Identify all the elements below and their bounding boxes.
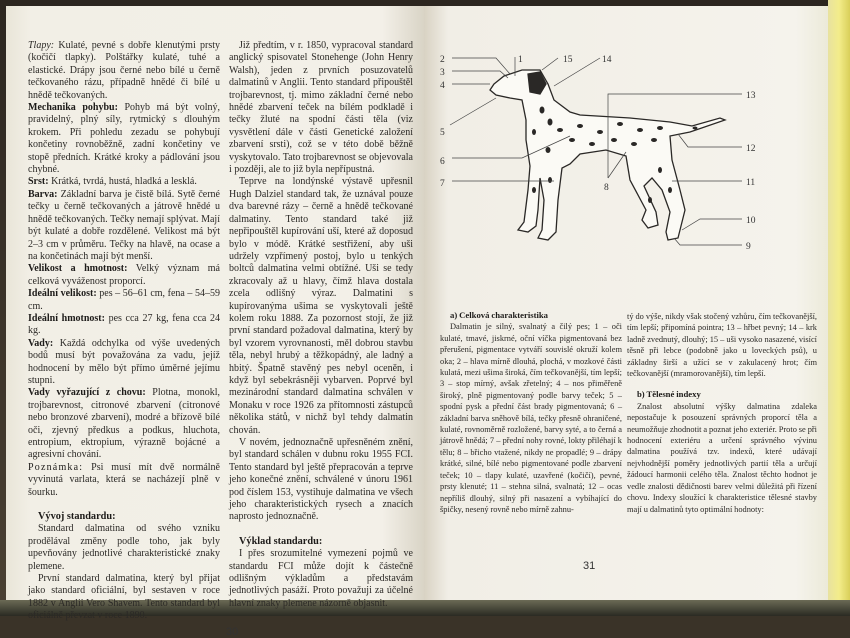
diagram-label-11: 11 — [746, 178, 756, 188]
paragraph: Dalmatin je silný, svalnatý a čilý pes; 1 – oči kulaté, tmavé, jiskrné, oční víčka pigmentovaná bez přerušení, pigmentace vytváří souvislé okruží kolem oka; 2 – hlava mírně dlouhá, plochá, v mozkové části kulatá, mezi ušima široká, čím tečkovanější, tím lepší; 3 – stop mírný, avšak zřetelný; 4 – nos přiměřeně široký, plně pigmentovaný podle barvy teček; 5 – spodní pysk a přední část brady pigmentovaná; 6 – základní barva sněhově bílá, tečky přesně ohraničené, kulaté, rovnoměrně rozložené, barvy syté, a to černá a játrově hnědá; 7 – přední nohy rovné, lokty přiléhají k tělu; 8 – břicho vtažené, nikdy ne propadlé; 9 – drápy krátké, silné, bílé nebo pigmentované podle zbarvení teček; 10 – tlapy kulaté, uzavřené (kočičí), pevné, prsty klenuté; 11 – stehna silná, svalnatá; 12 – ocas nepříliš dlouhý, silný při nasazení a vybíhající do špičky, nesený rovně nebo mírně zahnu- — [440, 322, 622, 514]
item-text: Pohyb má být volný, pravidelný, plný síly, rytmický s dlouhým krokem. Při pohledu zezadu se pohybují končetiny rovnoběžně, zadní končetiny ve stopě předních. Krátké kroky a pádlování jsou chybné. — [28, 102, 220, 176]
section-heading-vyklad: Výklad standardu: — [239, 535, 323, 547]
standard-item — [28, 102, 220, 176]
item-label: Velikost a hmotnost: — [28, 263, 128, 275]
item-label: Mechanika pohybu: — [28, 102, 118, 114]
diagram-label-12: 12 — [746, 144, 756, 154]
item-text: pes – 56–61 cm, fena – 54–59 cm. — [28, 288, 220, 312]
standard-item — [28, 387, 220, 461]
paragraph: tý do výše, nikdy však stočený vzhůru, čím tečkovanější, tím lepší; připomíná pointra; 13 – hřbet pevný; 14 – krk ladně zvednutý, dlouhý; 15 – uši vysoko nasazené, visící těsně při lebce (podobně jako u loveckých psů), u základny širší a užící se v zakulacený hrot; čím tečkovanější (mramorovanější), tím lepší. — [627, 312, 817, 379]
paragraph: První standard dalmatina, který byl přijat jako standard oficiální, byl sestaven v roce 1882 v Anglii Vero Shavem. Tento standard byl oficiálně převzat v roce 1890. — [28, 573, 220, 622]
section-heading-celkova: a) Celková charakteristika — [450, 310, 548, 320]
item-text: Psi musí mít dvě normálně vyvinutá varlata, která se nacházejí plně v šourku. — [28, 461, 220, 498]
item-text: Každá odchylka od výše uvedených bodů musí být považována za vadu, jejíž hodnocení by mělo být přímo úměrné jejímu stupni. — [28, 337, 220, 386]
standard-item — [28, 462, 220, 499]
page-number: 30 — [226, 626, 239, 638]
page-number: 31 — [583, 560, 596, 572]
diagram-label-3: 3 — [440, 68, 445, 78]
diagram-label-13: 13 — [746, 91, 756, 101]
diagram-label-1: 1 — [518, 55, 523, 65]
section-heading-vyvoj: Vývoj standardu: — [38, 511, 116, 523]
item-label: Vady: — [28, 337, 54, 349]
item-label: Srst: — [28, 176, 49, 188]
paragraph: Teprve na londýnské výstavě upřesnil Hugh Dalziel standard tak, že uznával pouze dva barevné rázy – černě a hnědě tečkované dalmatiny. Tento standard také již nepřipouštěl kupírování uší, které až doposud bylo v módě. Krátké sestřižení, aby uši udržely vzpřímený postoj, bylo u tenkých boltců dalmatina velmi obtížné. Uši se tedy zkracovaly až u hlavy, čímž hlava dostala zcela odlišný výraz. Dalmatini s kupírovanýma ušima se vyskytovali ještě kolem roku 1888. Za pozornost stojí, že již první standard požadoval dalmatina, který by byl vzorem vyrovnanosti, měl dobrou stavbu těla, nebyl hrubý a těžkopádný, ale ladný a hbitý. Špatně stavěný pes nebyl oceněn, i když byl sebekrásněji vybarven. Poprvé byl mezinárodní standard dalmatina schválen v Monaku v roce 1926 za přítomnosti zástupců několika států, v nichž byl tehdy dalmatin chován. — [229, 176, 413, 436]
left-column-2 — [229, 40, 413, 610]
standard-item — [28, 176, 220, 188]
standard-item — [28, 263, 220, 288]
item-text: Krátká, tvrdá, hustá, hladká a lesklá. — [48, 176, 197, 188]
item-label: Tlapy: — [28, 40, 55, 51]
item-text: Základní barva je čistě bílá. Sytě černé tečky u černě tečkovaných a játrově hnědé u hnědě tečkovaných. Tečky nemají splývat. Mají být kulaté a dobře rozdělené. Velikost má být 2–3 cm v průměru. Tečky na hlavě, na ocase a na končetinách mají být menší. — [28, 188, 220, 262]
dog-illustration — [490, 70, 725, 240]
item-text: Velký význam má celková vyváženost proporcí. — [28, 263, 220, 287]
item-label: Poznámka: — [28, 461, 84, 473]
item-text: Plotna, monokl, trojbarevnost, citronové zbarvení (citronové nebo bronzové zbarvení), modré a břízově bílé oči, zjevný předkus a podkus, hluchota, entropium, ektropium, výrazně bojácné a agresivní chování. — [28, 387, 220, 461]
item-label: Vady vyřazující z chovu: — [28, 387, 146, 399]
diagram-label-14: 14 — [602, 55, 612, 65]
diagram-label-6: 6 — [440, 157, 445, 167]
diagram-label-7: 7 — [440, 179, 445, 189]
paragraph: I přes srozumitelné vymezení pojmů ve standardu FCI může dojít k částečně odlišným výkladům a představám jednotlivých pasáží. Proto považuji za účelné hlavní znaky plemene názorně objasnit. — [229, 548, 413, 609]
paragraph: Již předtím, v r. 1850, vypracoval standard anglický spisovatel Stonehenge (John Henry Walsh), jeden z prvních posuzovatelů dalmatinů v Anglii. Tento standard připouštěl trojbarevnost, tj. mimo základní černé nebo hnědé zbarvení teček na bílém podkladě i tečky žluté na spodní části těla (viz vysvětlení dále v části Genetické založení zbarvení srsti), což se v této době běžně vyskytovalo. Tato trojbarevnost se objevovala i později, ale to již byla nepřípustná. — [229, 40, 413, 176]
right-column-2 — [627, 311, 817, 515]
page-edge — [828, 0, 850, 616]
item-label: Ideální velikost: — [28, 288, 97, 300]
left-column-1 — [28, 40, 220, 623]
paragraph: V novém, jednoznačně upřesněném znění, byl standard schálen v dubnu roku 1955 FCI. Tento standard byl ještě přepracován a teprve jeho konečné znění, schválené v únoru 1961 pod číslem 153, vystihuje dalmatina ve všech jeho charakteristických rysech a znacích naprosto jednoznačně. — [229, 437, 413, 523]
paragraph: Standard dalmatina od svého vzniku prodělával změny podle toho, jak byly upevňovány jednotlivé charakteristické znaky plemene. — [28, 523, 220, 572]
right-column-1 — [440, 310, 622, 515]
diagram-label-4: 4 — [440, 81, 445, 91]
standard-item — [28, 313, 220, 338]
standard-item — [28, 288, 220, 313]
item-label: Barva: — [28, 188, 58, 200]
diagram-label-15: 15 — [563, 55, 573, 65]
diagram-label-9: 9 — [746, 242, 751, 252]
dalmatian-anatomy-diagram — [430, 40, 770, 290]
standard-item — [28, 40, 220, 102]
item-text: pes cca 27 kg, fena cca 24 kg. — [28, 312, 220, 337]
item-label: Ideální hmotnost: — [28, 312, 105, 324]
diagram-label-5: 5 — [440, 128, 445, 138]
diagram-label-2: 2 — [440, 55, 445, 65]
breed-standard-list — [28, 40, 220, 499]
standard-item — [28, 338, 220, 388]
standard-item — [28, 189, 220, 263]
item-text: Kulaté, pevné s dobře klenutými prsty (kočičí tlapky). Polštářky kulaté, tuhé a elastické. Drápy jsou černé nebo bílé u černě tečkovaného rázu, případně hnědé či bílé u hnědě tečkovaných. — [28, 40, 220, 101]
diagram-label-10: 10 — [746, 216, 756, 226]
section-heading-indexy: b) Tělesné indexy — [637, 389, 701, 400]
diagram-label-8: 8 — [604, 183, 609, 193]
paragraph: Znalost absolutní výšky dalmatina zdaleka nepostačuje k posouzení správných proporcí těla a neumožňuje zhodnotit a poznat jeho exteriér. Proto se při hodnocení exteriéru a určení správného vývinu dalmatina používá tzv. indexů, které udávají nejvhodnější poměry jednotlivých partií těla a určují žádoucí harmonii celého těla. Znalost těchto hodnot je vedle znalosti dědičnosti barev velmi důležitá při řízení chovu. Indexy sloužící k charakteristice tělesné stavby mají u dalmatinů tyto optimální hodnoty: — [627, 401, 817, 514]
